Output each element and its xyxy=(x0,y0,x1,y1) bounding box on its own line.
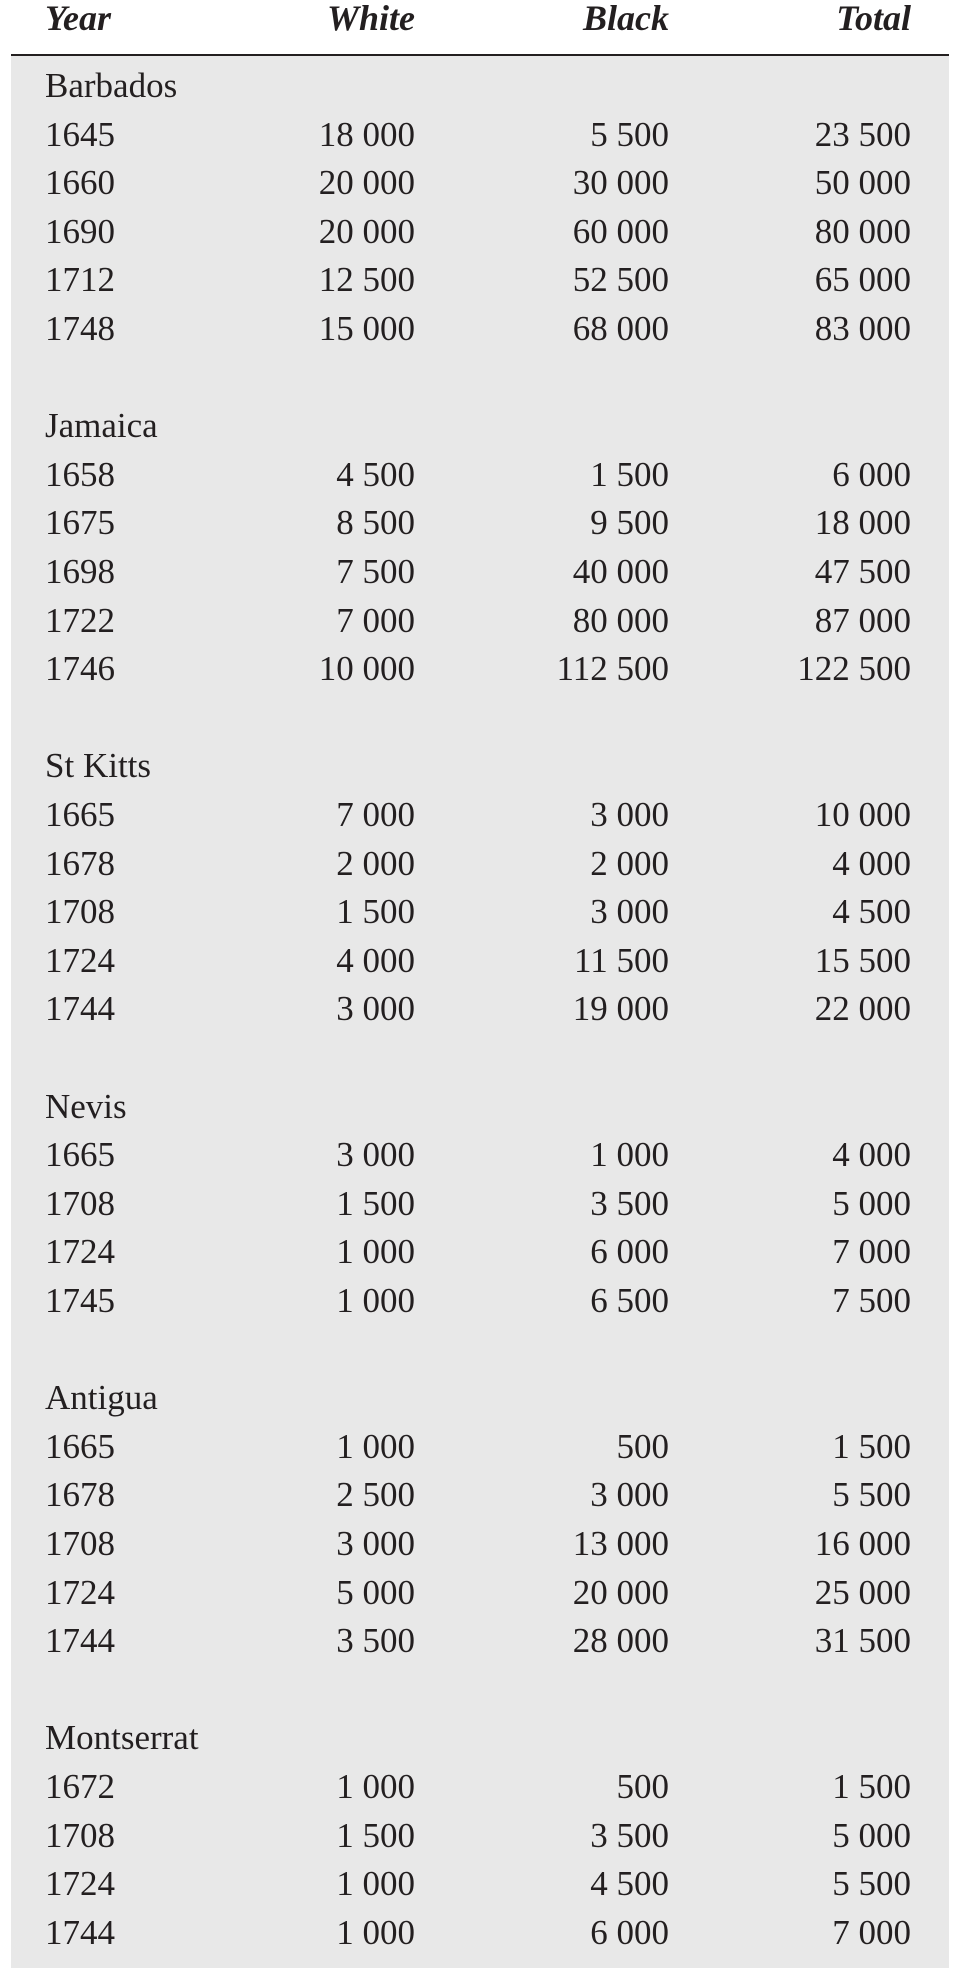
cell-black: 6 000 xyxy=(590,1912,669,1952)
cell-year: 1722 xyxy=(45,600,115,640)
cell-black: 4 500 xyxy=(590,1864,669,1904)
cell-total: 6 000 xyxy=(832,454,911,494)
cell-total: 15 500 xyxy=(814,940,911,980)
cell-white: 4 500 xyxy=(336,454,415,494)
cell-total: 5 000 xyxy=(832,1815,911,1855)
cell-total: 5 500 xyxy=(832,1864,911,1904)
cell-white: 1 500 xyxy=(336,892,415,932)
header-black: Black xyxy=(583,0,669,38)
cell-total: 22 000 xyxy=(814,989,911,1029)
cell-year: 1708 xyxy=(45,1815,115,1855)
cell-year: 1746 xyxy=(45,649,115,689)
cell-total: 80 000 xyxy=(814,211,911,251)
cell-total: 1 500 xyxy=(832,1426,911,1466)
cell-year: 1744 xyxy=(45,1621,115,1661)
cell-year: 1698 xyxy=(45,552,115,591)
group-title: Barbados xyxy=(45,66,178,105)
cell-year: 1675 xyxy=(45,503,115,543)
header-total: Total xyxy=(836,0,911,38)
cell-white: 1 500 xyxy=(336,1183,415,1223)
cell-year: 1708 xyxy=(45,1183,115,1223)
cell-white: 1 000 xyxy=(336,1281,415,1320)
cell-black: 13 000 xyxy=(572,1524,669,1563)
cell-black: 500 xyxy=(616,1426,669,1466)
cell-white: 12 500 xyxy=(318,260,415,300)
group-title: Nevis xyxy=(45,1086,127,1126)
cell-black: 40 000 xyxy=(572,552,669,591)
cell-white: 1 500 xyxy=(336,1815,415,1855)
cell-total: 23 500 xyxy=(814,114,911,154)
cell-year: 1690 xyxy=(45,211,115,251)
cell-white: 7 000 xyxy=(336,600,415,640)
cell-white: 7 500 xyxy=(336,552,415,591)
cell-total: 4 500 xyxy=(832,892,911,932)
cell-total: 65 000 xyxy=(814,260,911,300)
cell-white: 3 000 xyxy=(336,989,415,1029)
cell-year: 1678 xyxy=(45,843,115,883)
cell-white: 20 000 xyxy=(318,163,415,203)
cell-year: 1678 xyxy=(45,1475,115,1515)
cell-total: 4 000 xyxy=(832,843,911,883)
cell-black: 1 500 xyxy=(590,454,669,494)
cell-black: 2 000 xyxy=(590,843,669,883)
cell-black: 500 xyxy=(616,1767,669,1806)
cell-black: 28 000 xyxy=(572,1621,669,1661)
cell-black: 19 000 xyxy=(572,989,669,1029)
cell-white: 8 500 xyxy=(336,503,415,543)
cell-year: 1744 xyxy=(45,989,115,1029)
cell-black: 3 000 xyxy=(590,795,669,834)
table-body xyxy=(11,56,949,1968)
cell-black: 20 000 xyxy=(572,1572,669,1612)
cell-year: 1672 xyxy=(45,1767,115,1806)
cell-total: 7 000 xyxy=(832,1912,911,1952)
header-white: White xyxy=(326,0,415,38)
cell-year: 1660 xyxy=(45,163,115,203)
cell-black: 112 500 xyxy=(556,649,669,689)
cell-black: 3 000 xyxy=(590,892,669,932)
cell-black: 6 500 xyxy=(590,1281,669,1320)
cell-year: 1745 xyxy=(45,1281,115,1320)
cell-total: 18 000 xyxy=(814,503,911,543)
cell-total: 1 500 xyxy=(832,1767,911,1806)
cell-year: 1665 xyxy=(45,1135,115,1175)
cell-white: 18 000 xyxy=(318,114,415,154)
cell-black: 3 500 xyxy=(590,1815,669,1855)
cell-total: 7 000 xyxy=(832,1232,911,1272)
cell-black: 5 500 xyxy=(590,114,669,154)
group-title: Jamaica xyxy=(45,406,158,446)
cell-year: 1748 xyxy=(45,309,115,348)
cell-year: 1665 xyxy=(45,1426,115,1466)
cell-white: 2 500 xyxy=(336,1475,415,1515)
cell-total: 47 500 xyxy=(814,552,911,591)
cell-total: 25 000 xyxy=(814,1572,911,1612)
cell-total: 5 500 xyxy=(832,1475,911,1515)
group-title: St Kitts xyxy=(45,746,152,786)
cell-white: 7 000 xyxy=(336,795,415,834)
cell-year: 1724 xyxy=(45,1232,115,1272)
cell-black: 68 000 xyxy=(572,309,669,348)
group-title: Antigua xyxy=(45,1378,158,1418)
cell-year: 1724 xyxy=(45,1572,115,1612)
cell-year: 1724 xyxy=(45,1864,115,1904)
cell-white: 3 500 xyxy=(336,1621,415,1661)
cell-white: 1 000 xyxy=(336,1426,415,1466)
cell-black: 80 000 xyxy=(572,600,669,640)
cell-total: 50 000 xyxy=(814,163,911,203)
cell-white: 15 000 xyxy=(318,309,415,348)
cell-black: 9 500 xyxy=(590,503,669,543)
cell-total: 87 000 xyxy=(814,600,911,640)
header-year: Year xyxy=(45,0,111,38)
cell-year: 1645 xyxy=(45,114,115,154)
cell-total: 122 500 xyxy=(797,649,911,689)
cell-year: 1712 xyxy=(45,260,115,300)
cell-total: 5 000 xyxy=(832,1183,911,1223)
cell-white: 1 000 xyxy=(336,1767,415,1806)
cell-total: 4 000 xyxy=(832,1135,911,1175)
cell-white: 1 000 xyxy=(336,1912,415,1952)
cell-total: 16 000 xyxy=(814,1524,911,1563)
cell-total: 31 500 xyxy=(814,1621,911,1661)
cell-black: 11 500 xyxy=(574,940,669,980)
cell-year: 1744 xyxy=(45,1912,115,1952)
cell-black: 1 000 xyxy=(590,1135,669,1175)
cell-black: 52 500 xyxy=(572,260,669,300)
cell-white: 5 000 xyxy=(336,1572,415,1612)
cell-year: 1665 xyxy=(45,795,115,834)
table-header xyxy=(11,0,949,56)
cell-black: 30 000 xyxy=(572,163,669,203)
cell-total: 10 000 xyxy=(814,795,911,834)
cell-white: 3 000 xyxy=(336,1524,415,1563)
cell-black: 6 000 xyxy=(590,1232,669,1272)
cell-black: 3 000 xyxy=(590,1475,669,1515)
cell-white: 2 000 xyxy=(336,843,415,883)
cell-white: 1 000 xyxy=(336,1232,415,1272)
cell-year: 1724 xyxy=(45,940,115,980)
cell-total: 7 500 xyxy=(832,1281,911,1320)
cell-year: 1658 xyxy=(45,454,115,494)
cell-year: 1708 xyxy=(45,1524,115,1563)
cell-white: 20 000 xyxy=(318,211,415,251)
cell-total: 83 000 xyxy=(814,309,911,348)
cell-year: 1708 xyxy=(45,892,115,932)
cell-white: 4 000 xyxy=(336,940,415,980)
cell-black: 3 500 xyxy=(590,1183,669,1223)
group-title: Montserrat xyxy=(45,1718,199,1758)
cell-black: 60 000 xyxy=(572,211,669,251)
cell-white: 10 000 xyxy=(318,649,415,689)
cell-white: 3 000 xyxy=(336,1135,415,1175)
cell-white: 1 000 xyxy=(336,1864,415,1904)
population-table xyxy=(11,0,949,1968)
